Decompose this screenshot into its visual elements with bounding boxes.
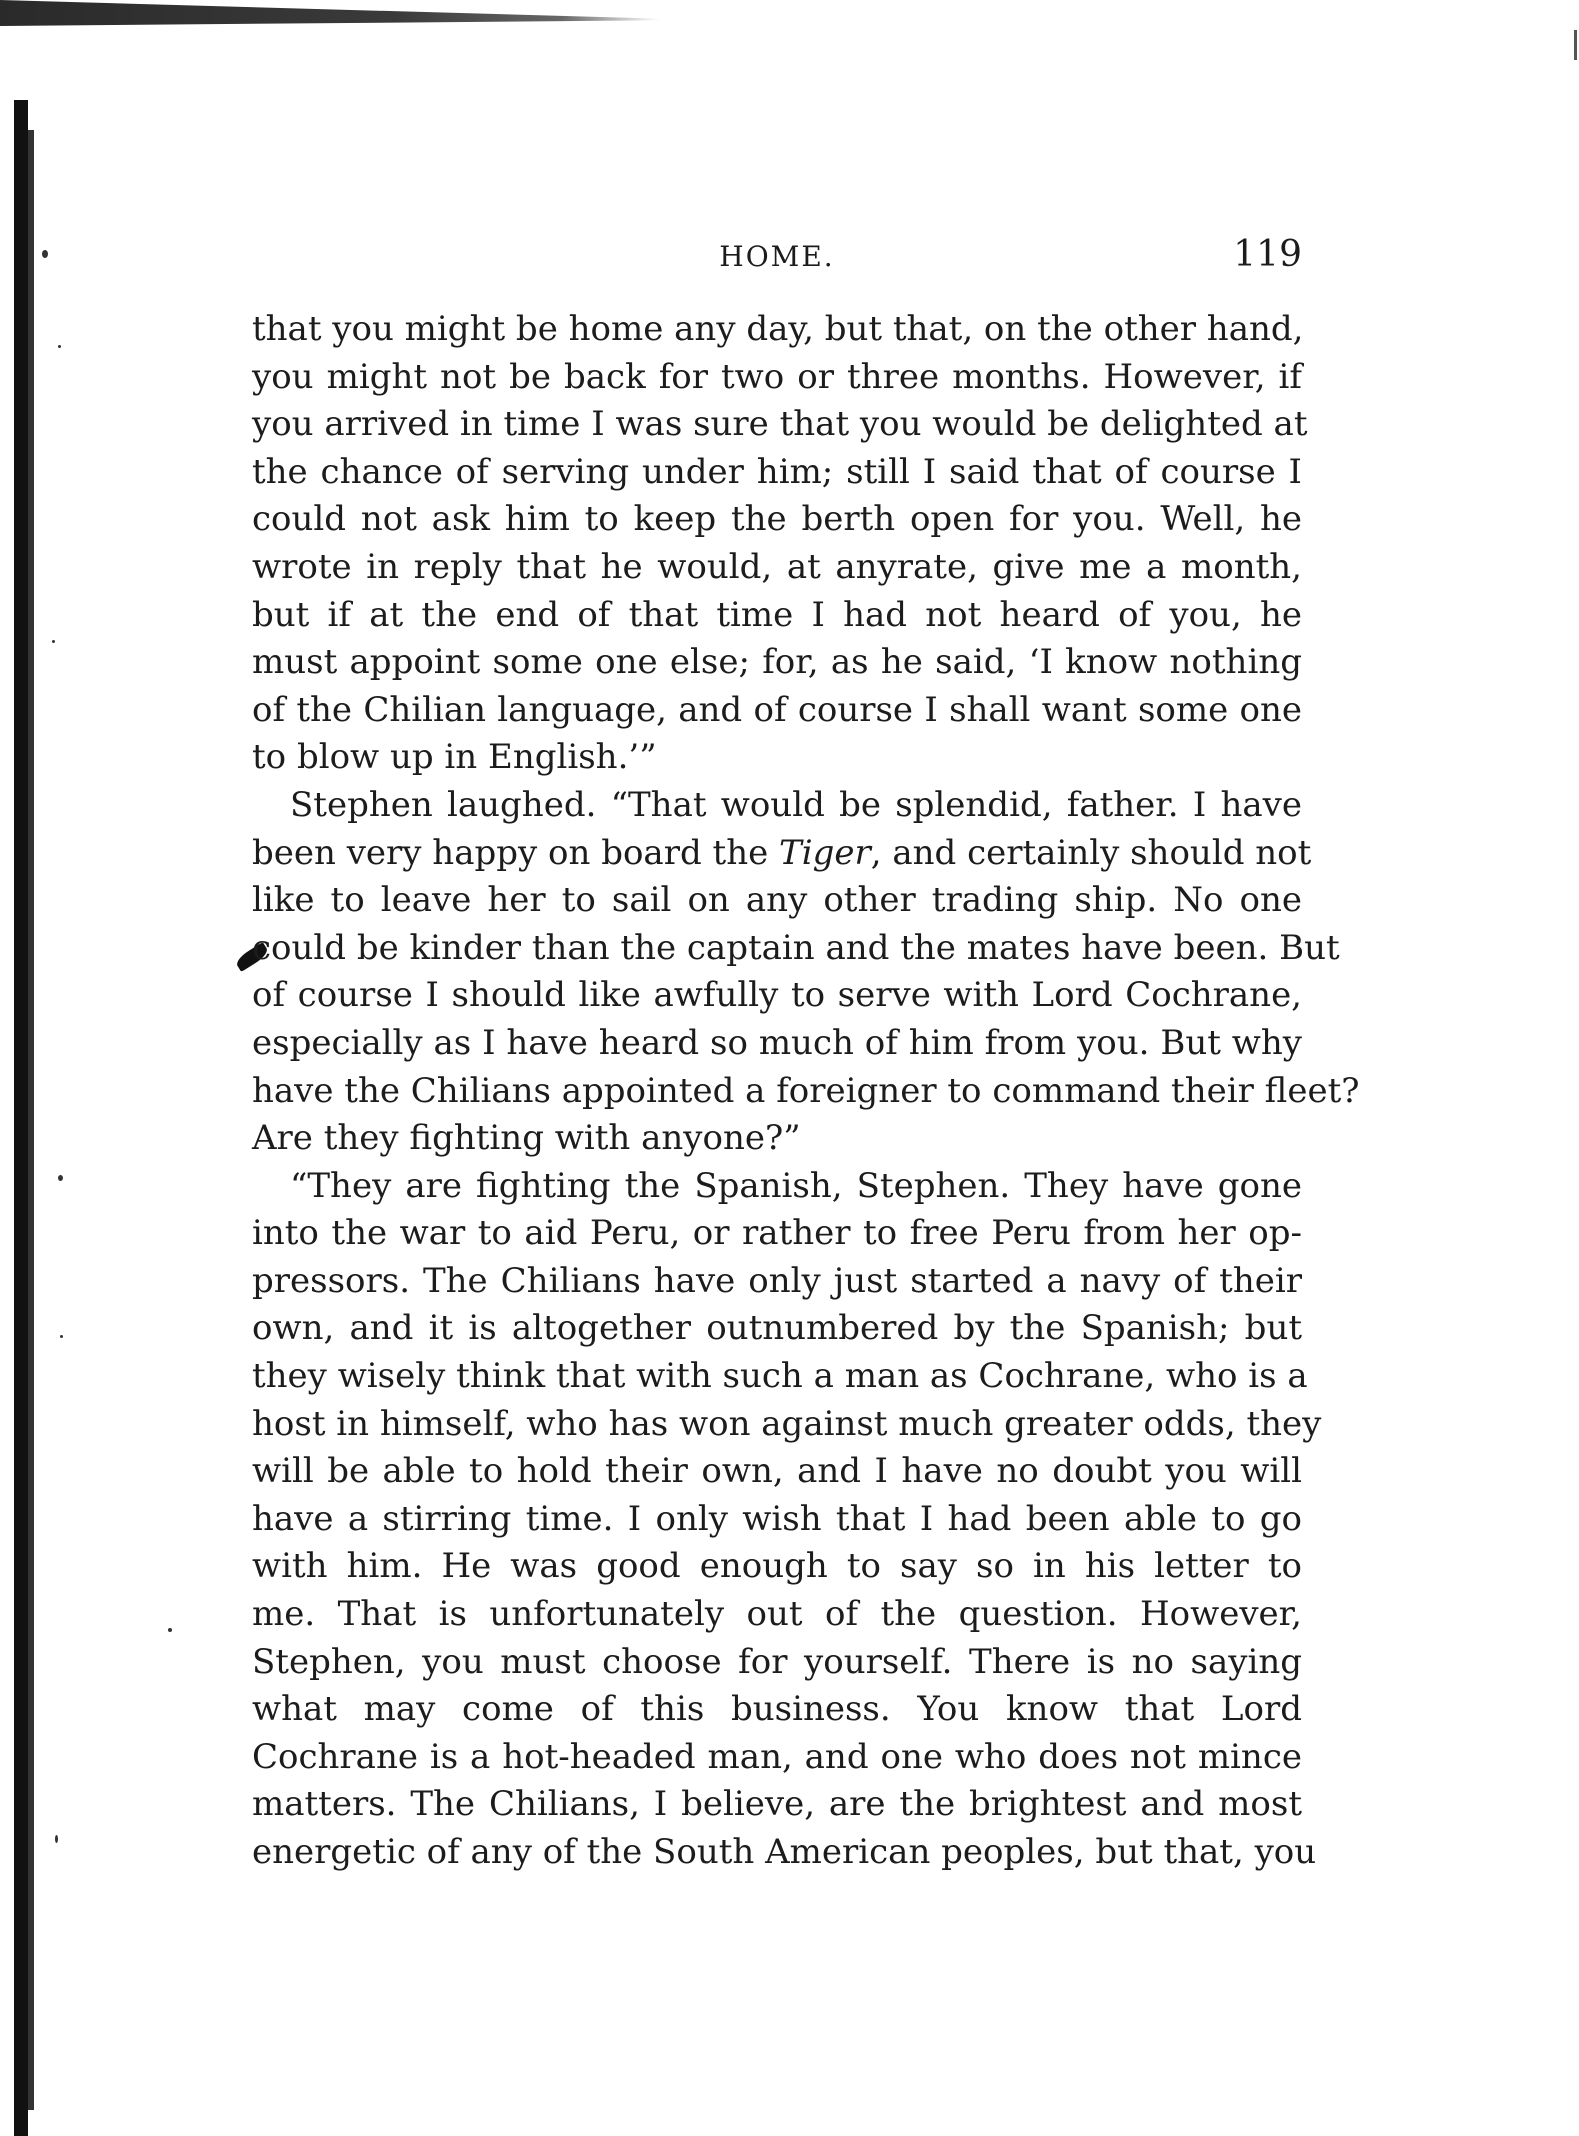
text-line: you arrived in time I was sure that you would be delighted at bbox=[252, 404, 1308, 445]
margin-speck bbox=[55, 1835, 58, 1843]
text-line bbox=[252, 830, 1312, 878]
text-line: energetic of any of the South American peoples, but that, you bbox=[252, 1832, 1317, 1872]
text-line-paragraph-end: Are they fighting with anyone?” bbox=[252, 1118, 801, 1159]
text-line-paragraph-start: “They are fighting the Spanish, Stephen. They have gone bbox=[290, 1165, 1302, 1206]
text-run: , and certainly should not bbox=[870, 832, 1312, 873]
scan-right-edge-mark bbox=[1574, 30, 1577, 60]
margin-speck bbox=[168, 1628, 172, 1632]
text-line-paragraph-start: Stephen laughed. “That would be splendid, father. I have bbox=[290, 784, 1302, 825]
scan-top-rule bbox=[0, 0, 660, 26]
text-line: own, and it is altogether outnumbered by the Spanish; but bbox=[252, 1308, 1302, 1349]
margin-speck bbox=[60, 1335, 63, 1338]
text-line: especially as I have heard so much of him from you. But why bbox=[252, 1022, 1302, 1063]
text-line: Cochrane is a hot-headed man, and one who does not mince bbox=[252, 1736, 1302, 1777]
text-line: could not ask him to keep the berth open for you. Well, he bbox=[252, 499, 1302, 540]
text-line: have the Chilians appointed a foreigner to command their fleet? bbox=[252, 1070, 1360, 1111]
text-line: wrote in reply that he would, at anyrate, give me a month, bbox=[252, 546, 1302, 587]
text-line: could be kinder than the captain and the mates have been. But bbox=[252, 927, 1340, 968]
body-text bbox=[252, 306, 1360, 1877]
margin-speck bbox=[58, 345, 61, 348]
text-line: they wisely think that with such a man as Cochrane, who is a bbox=[252, 1356, 1308, 1397]
page-number: 119 bbox=[1233, 234, 1302, 275]
text-line: the chance of serving under him; still I said that of course I bbox=[252, 451, 1302, 492]
text-line: must appoint some one else; for, as he said, ‘I know nothing bbox=[252, 642, 1302, 683]
text-line: pressors. The Chilians have only just started a navy of their bbox=[252, 1260, 1302, 1301]
text-line: that you might be home any day, but that, on the other hand, bbox=[252, 309, 1304, 349]
text-line: you might not be back for two or three months. However, if bbox=[252, 356, 1302, 397]
text-line-paragraph-end: to blow up in English.’” bbox=[252, 737, 657, 778]
text-line: with him. He was good enough to say so in his letter to bbox=[252, 1546, 1302, 1587]
margin-speck bbox=[52, 640, 55, 643]
text-line: will be able to hold their own, and I have no doubt you will bbox=[252, 1451, 1302, 1492]
scan-left-edge bbox=[14, 100, 28, 2136]
text-line: Stephen, you must choose for yourself. There is no saying bbox=[252, 1641, 1302, 1682]
text-line: host in himself, who has won against much greater odds, they bbox=[252, 1403, 1322, 1444]
text-line: but if at the end of that time I had not heard of you, he bbox=[252, 594, 1302, 635]
margin-speck bbox=[42, 250, 48, 258]
text-run: been very happy on board the bbox=[252, 832, 780, 873]
scan-left-edge-shadow bbox=[28, 130, 34, 2110]
text-line: matters. The Chilians, I believe, are the brightest and most bbox=[252, 1784, 1302, 1825]
ship-name: Tiger bbox=[779, 832, 871, 873]
text-line: what may come of this business. You know that Lord bbox=[252, 1689, 1302, 1730]
margin-speck bbox=[58, 1175, 63, 1181]
text-line: have a stirring time. I only wish that I had been able to go bbox=[252, 1498, 1302, 1539]
text-line: like to leave her to sail on any other trading ship. No one bbox=[252, 880, 1302, 921]
running-head bbox=[252, 234, 1302, 280]
text-line: into the war to aid Peru, or rather to free Peru from her op- bbox=[252, 1213, 1302, 1254]
text-line: me. That is unfortunately out of the question. However, bbox=[252, 1594, 1302, 1635]
text-line: of course I should like awfully to serve with Lord Cochrane, bbox=[252, 975, 1302, 1016]
text-line: of the Chilian language, and of course I shall want some one bbox=[252, 689, 1302, 730]
running-head-title: HOME. bbox=[719, 240, 835, 273]
